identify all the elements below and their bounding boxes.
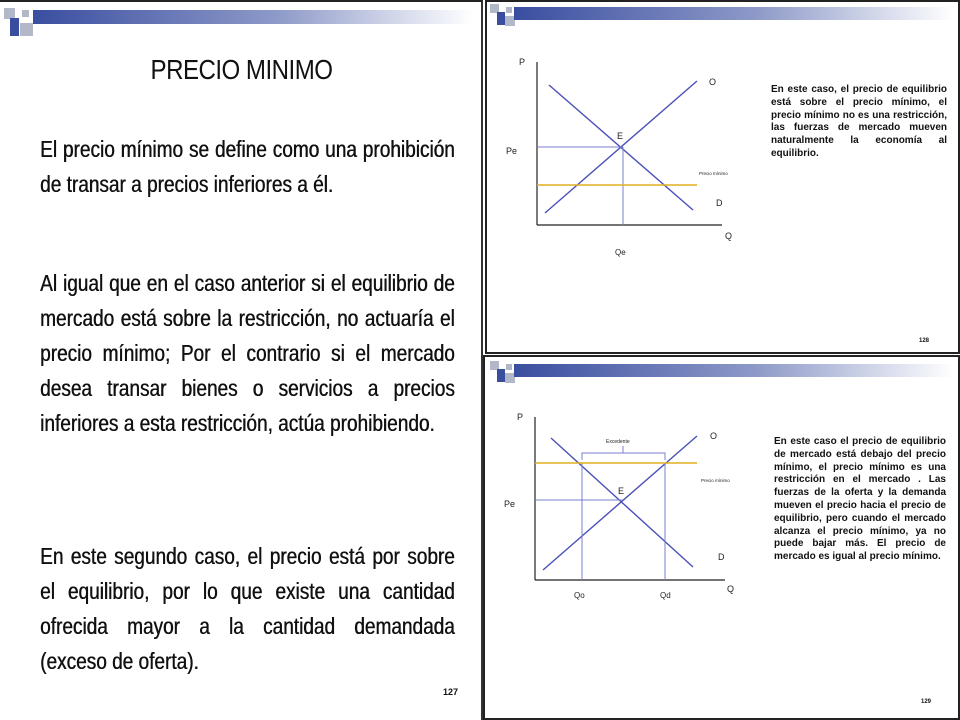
demand-label: D (718, 552, 725, 562)
equilibrium-label: E (618, 486, 625, 496)
page-number: 129 (921, 699, 932, 705)
qd-label: Qd (660, 591, 671, 600)
slide-title: PRECIO MINIMO (150, 54, 333, 85)
excess-bracket (582, 446, 665, 460)
definition-paragraph: El precio mínimo se define como una prohibición de transar a precios inferiores a él. (40, 136, 455, 197)
explanation-paragraph: Al igual que en el caso anterior si el equilibrio de mercado está sobre la restricción, no actuaría el precio mínimo; Por el contrario si el mercado desea transar bienes o servicios a precios inferiores a esta restricción, actúa prohibiendo. (40, 270, 455, 436)
price-floor-label: Precio mínimo (701, 478, 730, 483)
axis-p-label: P (517, 412, 524, 422)
supply-label: O (710, 431, 718, 441)
demand-label: D (716, 198, 723, 208)
page-number: 127 (443, 687, 459, 697)
equilibrium-label: E (617, 131, 624, 141)
slide-equilibrium-above-floor (485, 0, 960, 354)
excess-label: Excedente (606, 439, 630, 445)
explanation-text: En este caso el precio de equilibrio de mercado está debajo del precio mínimo, el precio mínimo es una restricción en el mercado . Las fuerzas de la oferta y la demanda mueven el precio hacia el precio de equilibrio, pero cuando el mercado alcanza el precio mínimo, ya no puede bajar más. El precio de mercado es igual al precio mínimo. (774, 436, 946, 563)
axis-q-label: Q (727, 584, 735, 594)
pe-label: Pe (506, 146, 518, 156)
pe-label: Pe (504, 499, 516, 509)
qe-label: Qe (615, 248, 626, 257)
supply-label: O (709, 77, 717, 87)
second-case-paragraph: En este segundo caso, el precio está por sobre el equilibrio, por lo que existe una cantidad ofrecida mayor a la cantidad demandada (exceso de oferta). (40, 543, 455, 674)
axis-q-label: Q (725, 231, 733, 241)
explanation-text: En este caso, el precio de equilibrio está sobre el precio mínimo, el precio mínimo no es una restricción, las fuerzas de mercado mueven naturalmente la economía al equilibrio. (771, 84, 947, 159)
qo-label: Qo (574, 591, 585, 600)
supply-demand-graph (485, 402, 760, 657)
supply-demand-graph (487, 47, 757, 267)
axis-p-label: P (519, 57, 526, 67)
price-floor-label: Precio mínimo (699, 171, 728, 176)
slide-equilibrium-below-floor (483, 355, 960, 720)
page-number: 128 (919, 338, 930, 344)
